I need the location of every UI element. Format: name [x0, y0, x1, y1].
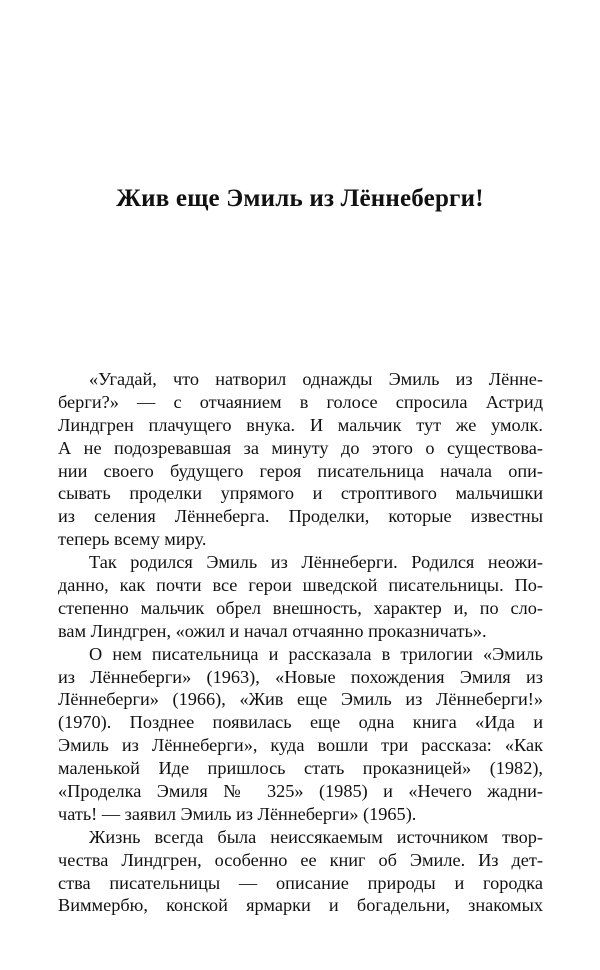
text-line: чать! — заявил Эмиль из Лённеберги» (1965).: [58, 803, 417, 824]
text-line: (1970). Позднее появилась еще одна книга «Ида и: [58, 712, 543, 733]
text-line: Эмиль из Лённеберги», куда вошли три рассказа: «Как: [58, 735, 543, 756]
text-line: «Проделка Эмиля № 325» (1985) и «Нечего жадни-: [58, 781, 543, 802]
text-line: вам Линдгрен, «ожил и начал отчаянно проказничать».: [58, 620, 487, 641]
text-line: Линдгрен плачущего внука. И мальчик тут же умолк.: [58, 414, 543, 435]
text-line: сывать проделки упрямого и строптивого мальчишки: [58, 483, 543, 504]
text-line: О нем писательница и рассказала в трилогии «Эмиль: [89, 643, 543, 664]
text-line: данно, как почти все герои шведской писательницы. По-: [58, 575, 543, 596]
text-line: степенно мальчик обрел внешность, характер и, по сло-: [58, 597, 543, 618]
chapter-title: Жив еще Эмиль из Лённеберги!: [116, 185, 484, 212]
text-line: ства писательницы — описание природы и городка: [58, 872, 543, 893]
text-line: Виммербю, конской ярмарки и богадельни, знакомых: [58, 895, 543, 916]
text-line: Так родился Эмиль из Лённеберги. Родился неожи-: [89, 552, 543, 573]
body-text: [58, 368, 543, 917]
text-line: А не подозревавшая за минуту до этого о существова-: [58, 437, 543, 458]
text-line: нии своего будущего героя писательница начала опи-: [58, 460, 543, 481]
text-line: из селения Лённеберга. Проделки, которые известны: [58, 506, 543, 527]
text-line: маленькой Иде пришлось стать проказницей» (1982),: [58, 758, 543, 779]
text-line: берги?» — с отчаянием в голосе спросила Астрид: [58, 391, 543, 412]
text-line: Жизнь всегда была неиссякаемым источником твор-: [89, 826, 543, 847]
text-line: теперь всему миру.: [58, 529, 207, 550]
text-line: из Лённеберги» (1963), «Новые похождения Эмиля из: [58, 666, 543, 687]
text-line: Лённеберги» (1966), «Жив еще Эмиль из Лённеберги!»: [58, 689, 543, 710]
text-line: чества Линдгрен, особенно ее книг об Эмиле. Из дет-: [58, 849, 543, 870]
text-line: «Угадай, что натворил однажды Эмиль из Лённе-: [89, 369, 543, 389]
